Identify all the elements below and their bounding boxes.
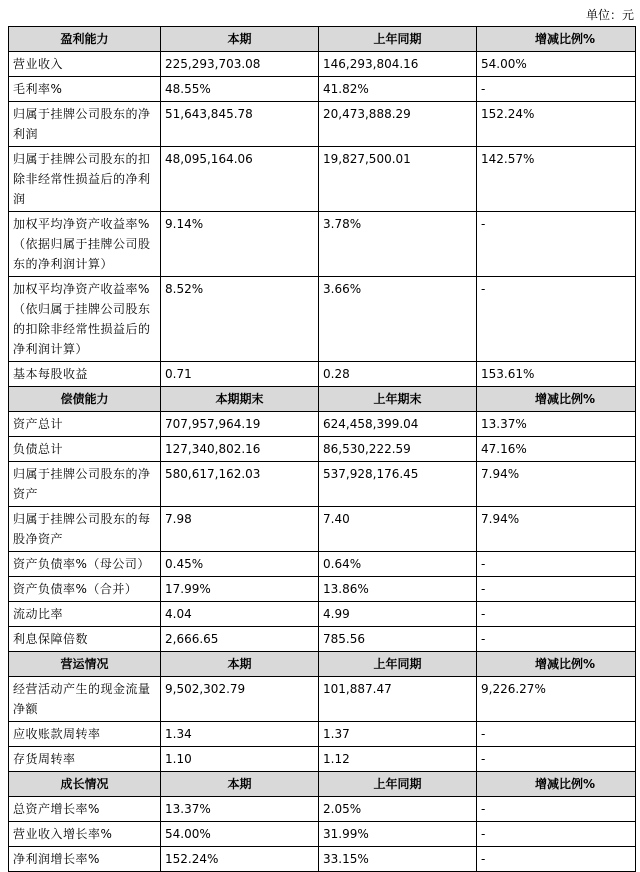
table-body [9,27,636,872]
row-label: 归属于挂牌公司股东的净利润 [9,102,161,147]
unit-label: 单位：元 [585,8,634,22]
prior-value: 4.99 [319,602,477,627]
row-label: 营业收入 [9,52,161,77]
column-header: 本期 [161,652,319,677]
row-label: 净利润增长率% [9,847,161,872]
column-header: 上年同期 [319,652,477,677]
column-header: 增减比例% [477,27,636,52]
change-ratio: - [477,212,636,277]
table-row [9,52,636,77]
row-label: 加权平均净资产收益率%（依归属于挂牌公司股东的扣除非经常性损益后的净利润计算） [9,277,161,362]
current-value: 0.45% [161,552,319,577]
prior-value: 31.99% [319,822,477,847]
column-header: 本期 [161,772,319,797]
table-row [9,577,636,602]
section-title: 偿债能力 [9,387,161,412]
change-ratio: 7.94% [477,462,636,507]
table-row [9,507,636,552]
table-row [9,147,636,212]
change-ratio: - [477,747,636,772]
prior-value: 146,293,804.16 [319,52,477,77]
prior-value: 1.12 [319,747,477,772]
financial-indicators-table [8,26,636,872]
table-row [9,747,636,772]
current-value: 7.98 [161,507,319,552]
current-value: 1.10 [161,747,319,772]
change-ratio: - [477,552,636,577]
current-value: 51,643,845.78 [161,102,319,147]
change-ratio: - [477,627,636,652]
prior-value: 20,473,888.29 [319,102,477,147]
table-row [9,102,636,147]
column-header: 本期期末 [161,387,319,412]
table-row [9,847,636,872]
section-title: 成长情况 [9,772,161,797]
change-ratio: - [477,277,636,362]
column-header: 上年同期 [319,27,477,52]
section-title: 盈利能力 [9,27,161,52]
change-ratio: - [477,77,636,102]
current-value: 8.52% [161,277,319,362]
current-value: 48.55% [161,77,319,102]
prior-value: 785.56 [319,627,477,652]
row-label: 总资产增长率% [9,797,161,822]
table-row [9,797,636,822]
row-label: 存货周转率 [9,747,161,772]
row-label: 流动比率 [9,602,161,627]
section-header-row [9,652,636,677]
table-row [9,412,636,437]
prior-value: 3.66% [319,277,477,362]
row-label: 加权平均净资产收益率%（依据归属于挂牌公司股东的净利润计算） [9,212,161,277]
row-label: 经营活动产生的现金流量净额 [9,677,161,722]
current-value: 17.99% [161,577,319,602]
table-row [9,602,636,627]
table-row [9,627,636,652]
column-header: 增减比例% [477,772,636,797]
prior-value: 13.86% [319,577,477,602]
column-header: 本期 [161,27,319,52]
current-value: 152.24% [161,847,319,872]
row-label: 负债总计 [9,437,161,462]
column-header: 增减比例% [477,387,636,412]
change-ratio: - [477,847,636,872]
prior-value: 537,928,176.45 [319,462,477,507]
change-ratio: 7.94% [477,507,636,552]
change-ratio: - [477,722,636,747]
change-ratio: 47.16% [477,437,636,462]
current-value: 4.04 [161,602,319,627]
row-label: 归属于挂牌公司股东的扣除非经常性损益后的净利润 [9,147,161,212]
table-row [9,677,636,722]
row-label: 归属于挂牌公司股东的净资产 [9,462,161,507]
section-header-row [9,387,636,412]
table-row [9,77,636,102]
change-ratio: 152.24% [477,102,636,147]
row-label: 资产负债率%（合并） [9,577,161,602]
table-row [9,362,636,387]
prior-value: 7.40 [319,507,477,552]
current-value: 580,617,162.03 [161,462,319,507]
table-row [9,822,636,847]
row-label: 归属于挂牌公司股东的每股净资产 [9,507,161,552]
change-ratio: 153.61% [477,362,636,387]
current-value: 48,095,164.06 [161,147,319,212]
change-ratio: 54.00% [477,52,636,77]
table-row [9,437,636,462]
prior-value: 33.15% [319,847,477,872]
prior-value: 19,827,500.01 [319,147,477,212]
section-title: 营运情况 [9,652,161,677]
current-value: 2,666.65 [161,627,319,652]
current-value: 225,293,703.08 [161,52,319,77]
prior-value: 86,530,222.59 [319,437,477,462]
prior-value: 3.78% [319,212,477,277]
table-row [9,722,636,747]
table-row [9,462,636,507]
section-header-row [9,27,636,52]
row-label: 营业收入增长率% [9,822,161,847]
current-value: 9.14% [161,212,319,277]
table-row [9,552,636,577]
section-header-row [9,772,636,797]
prior-value: 0.28 [319,362,477,387]
prior-value: 0.64% [319,552,477,577]
current-value: 13.37% [161,797,319,822]
prior-value: 101,887.47 [319,677,477,722]
row-label: 基本每股收益 [9,362,161,387]
change-ratio: 9,226.27% [477,677,636,722]
change-ratio: - [477,602,636,627]
column-header: 增减比例% [477,652,636,677]
current-value: 0.71 [161,362,319,387]
row-label: 应收账款周转率 [9,722,161,747]
change-ratio: - [477,577,636,602]
change-ratio: - [477,822,636,847]
row-label: 利息保障倍数 [9,627,161,652]
prior-value: 2.05% [319,797,477,822]
change-ratio: - [477,797,636,822]
prior-value: 1.37 [319,722,477,747]
column-header: 上年期末 [319,387,477,412]
change-ratio: 142.57% [477,147,636,212]
row-label: 毛利率% [9,77,161,102]
current-value: 127,340,802.16 [161,437,319,462]
current-value: 707,957,964.19 [161,412,319,437]
row-label: 资产负债率%（母公司） [9,552,161,577]
table-row [9,277,636,362]
change-ratio: 13.37% [477,412,636,437]
current-value: 1.34 [161,722,319,747]
row-label: 资产总计 [9,412,161,437]
current-value: 9,502,302.79 [161,677,319,722]
current-value: 54.00% [161,822,319,847]
table-row [9,212,636,277]
prior-value: 624,458,399.04 [319,412,477,437]
column-header: 上年同期 [319,772,477,797]
prior-value: 41.82% [319,77,477,102]
